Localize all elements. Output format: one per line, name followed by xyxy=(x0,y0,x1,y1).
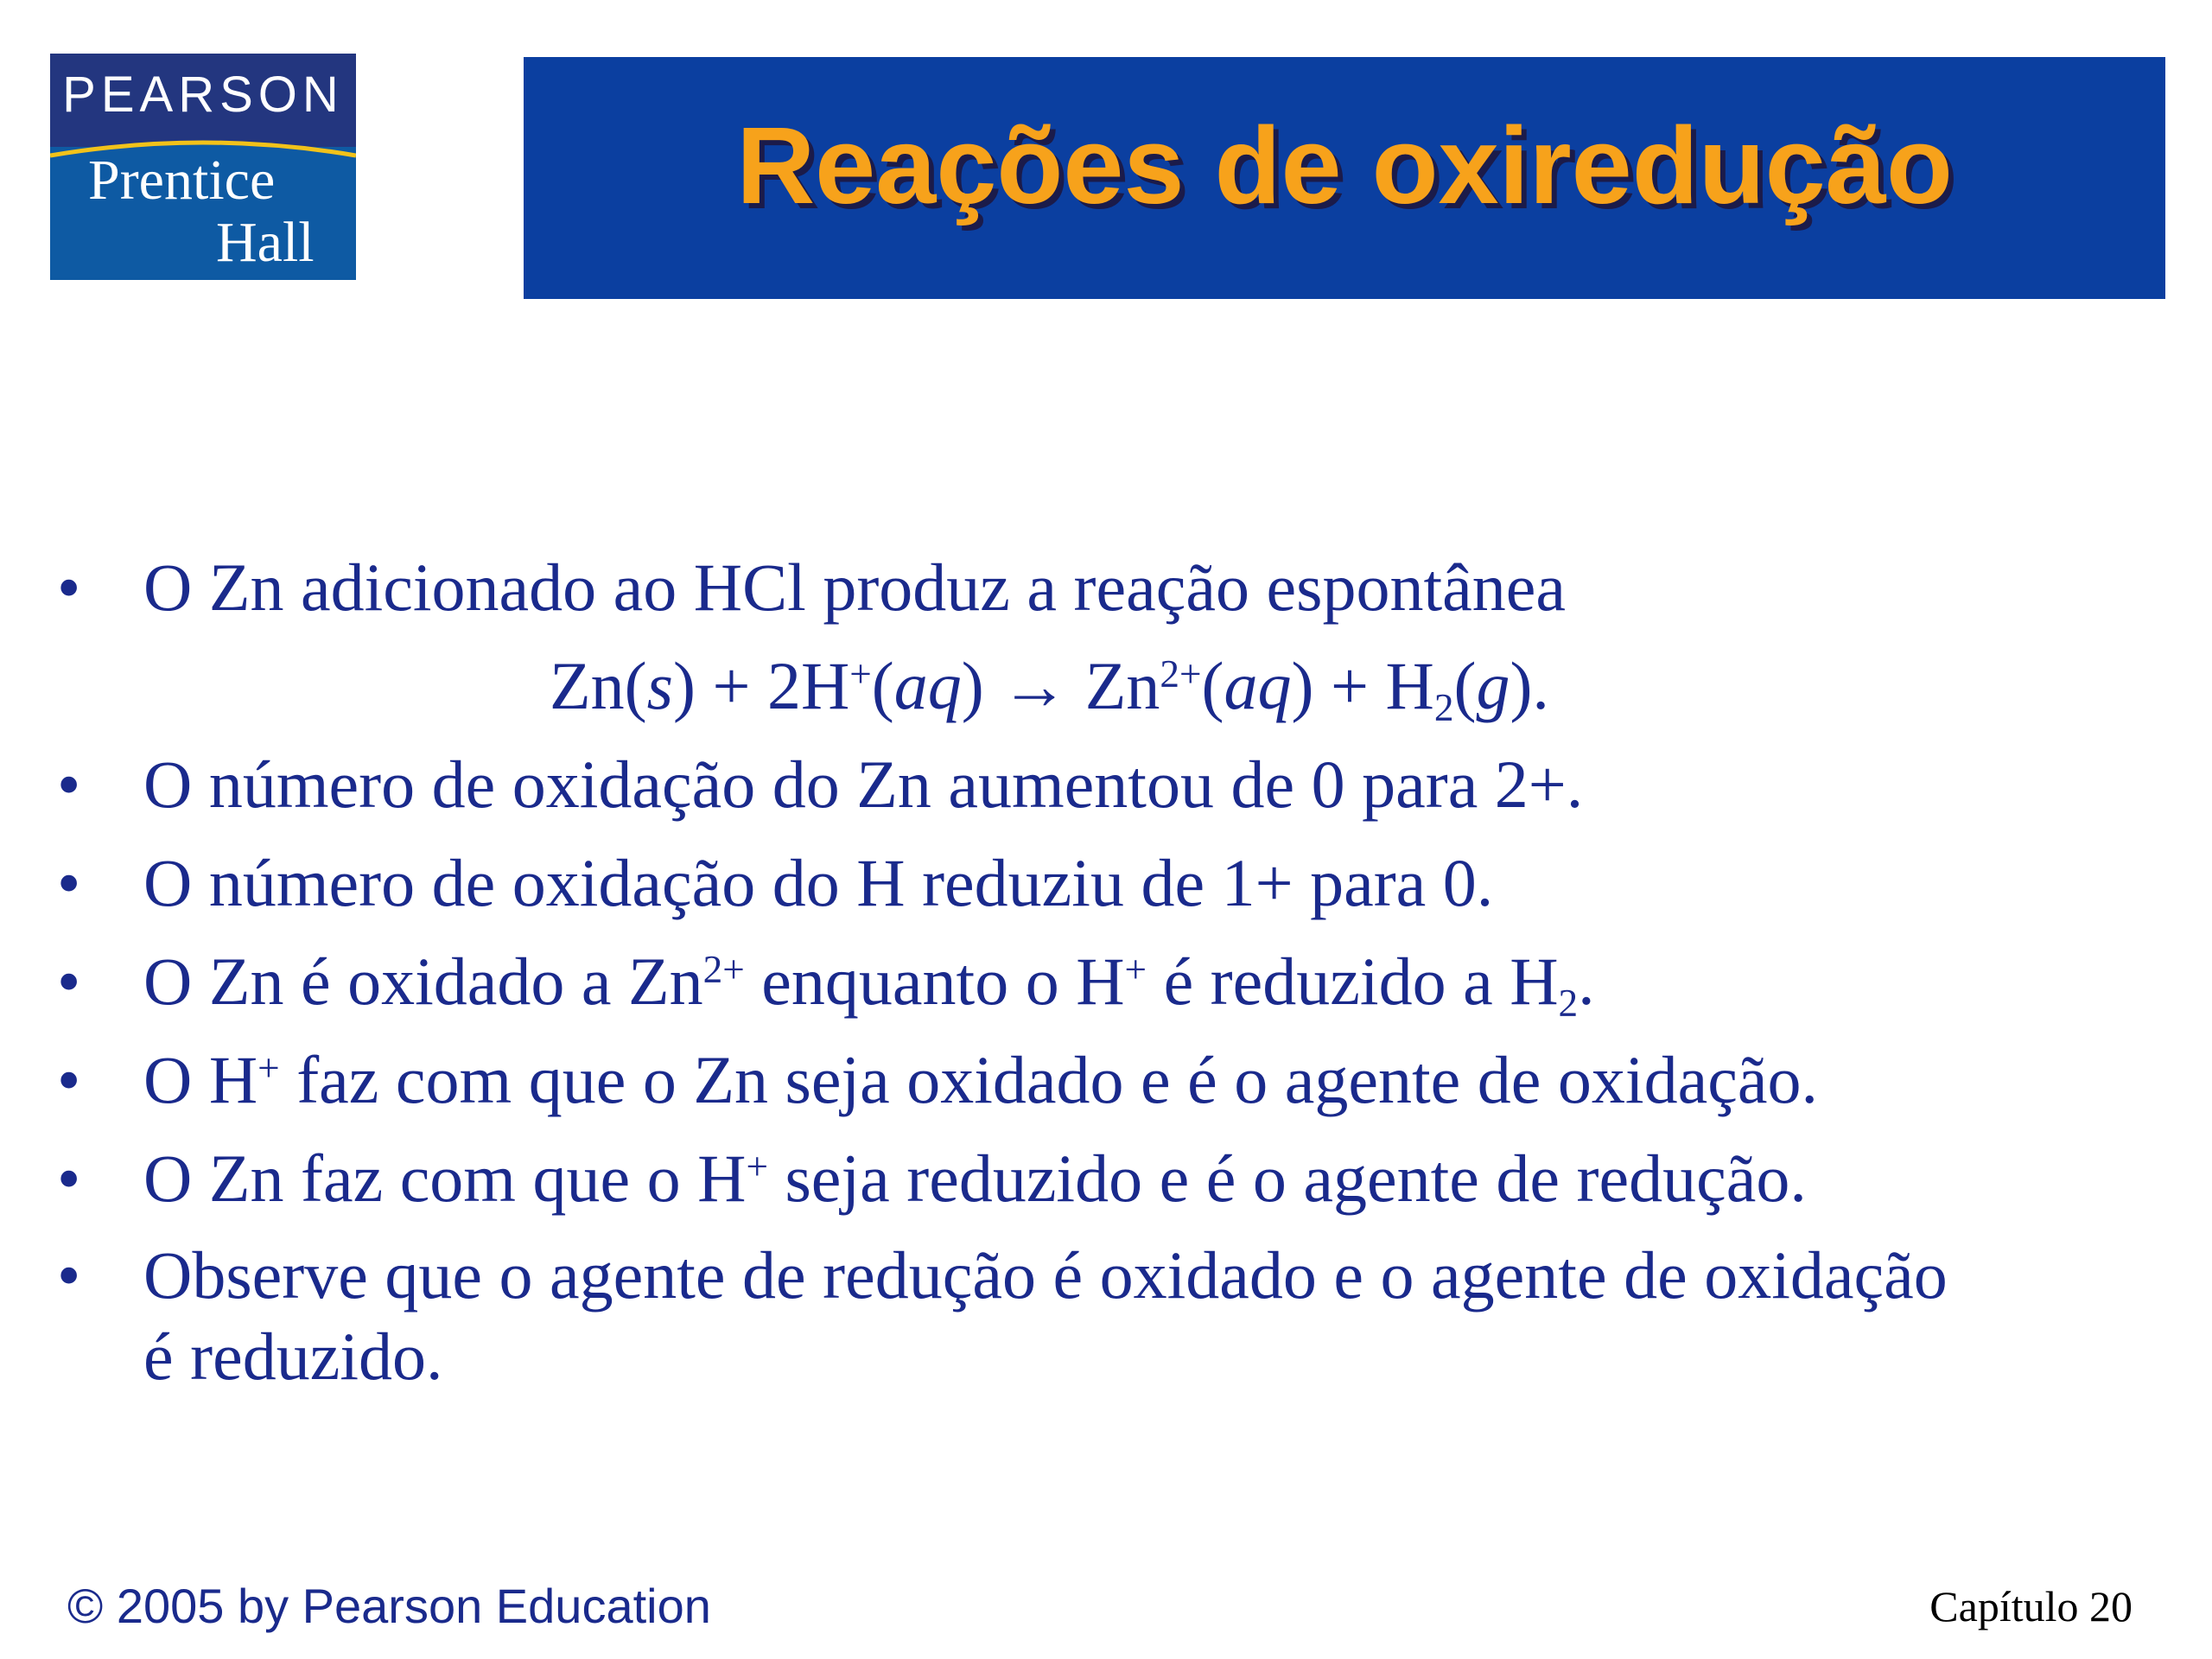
eq-part: ). xyxy=(1510,648,1549,723)
bullet-text xyxy=(143,1139,1807,1218)
bullet-marker: • xyxy=(57,944,81,1019)
logo-line1: Prentice xyxy=(88,149,276,212)
text-part: O H xyxy=(143,1042,258,1117)
text-part: é reduzido a H xyxy=(1147,944,1559,1019)
eq-charge: 2+ xyxy=(1160,652,1202,696)
text-part: enquanto o H xyxy=(744,944,1125,1019)
logo-brand-text: PEARSON xyxy=(62,67,344,123)
bullet-text: O número de oxidação do H reduziu de 1+ para 0. xyxy=(143,845,1494,920)
eq-state: s xyxy=(646,648,673,723)
bullet-marker: • xyxy=(57,845,81,920)
bullet-marker: • xyxy=(57,1141,81,1216)
chapter-label: Capítulo 20 xyxy=(1929,1582,2133,1630)
bullet-text: Observe que o agente de redução é oxidado e o agente de oxidação xyxy=(143,1237,1948,1313)
eq-part: ) + 2H xyxy=(672,648,850,723)
charge: 2+ xyxy=(702,948,745,992)
eq-part: ( xyxy=(871,648,894,723)
text-part: O Zn faz com que o H xyxy=(143,1141,747,1216)
eq-part: Zn( xyxy=(550,648,647,723)
bullet-text-continuation: é reduzido. xyxy=(143,1319,443,1394)
bullet-text: O Zn adicionado ao HCl produz a reação espontânea xyxy=(143,550,1566,625)
bullet-text xyxy=(143,942,1595,1025)
text-part: . xyxy=(1578,944,1595,1019)
eq-part: ( xyxy=(1201,648,1224,723)
subscript: 2 xyxy=(1558,981,1579,1025)
bullet-text xyxy=(143,1040,1818,1120)
text-part: faz com que o Zn seja oxidado e é o agente de oxidação. xyxy=(279,1042,1818,1117)
eq-state: g xyxy=(1476,648,1510,723)
eq-part: ( xyxy=(1453,648,1477,723)
eq-state: aq xyxy=(1224,648,1292,723)
bullet-text: O número de oxidação do Zn aumentou de 0 para 2+. xyxy=(143,747,1584,822)
bullet-marker: • xyxy=(57,550,81,625)
logo-line2: Hall xyxy=(216,211,315,274)
charge: + xyxy=(1124,948,1147,992)
charge: + xyxy=(746,1145,768,1189)
bullet-marker: • xyxy=(57,1237,81,1313)
eq-charge: + xyxy=(849,652,872,696)
eq-part: ) → Zn xyxy=(961,648,1160,723)
bullet-marker: • xyxy=(57,747,81,822)
bullet-marker: • xyxy=(57,1042,81,1117)
eq-part: ) + H xyxy=(1291,648,1434,723)
eq-subscript: 2 xyxy=(1433,685,1454,729)
reaction-equation xyxy=(550,646,1549,729)
eq-state: aq xyxy=(893,648,962,723)
slide-title: Reações de oxiredução xyxy=(736,105,1953,226)
text-part: O Zn é oxidado a Zn xyxy=(143,944,703,1019)
text-part: seja reduzido e é o agente de redução. xyxy=(767,1141,1807,1216)
copyright-text: © 2005 by Pearson Education xyxy=(67,1579,711,1633)
charge: + xyxy=(257,1046,280,1090)
